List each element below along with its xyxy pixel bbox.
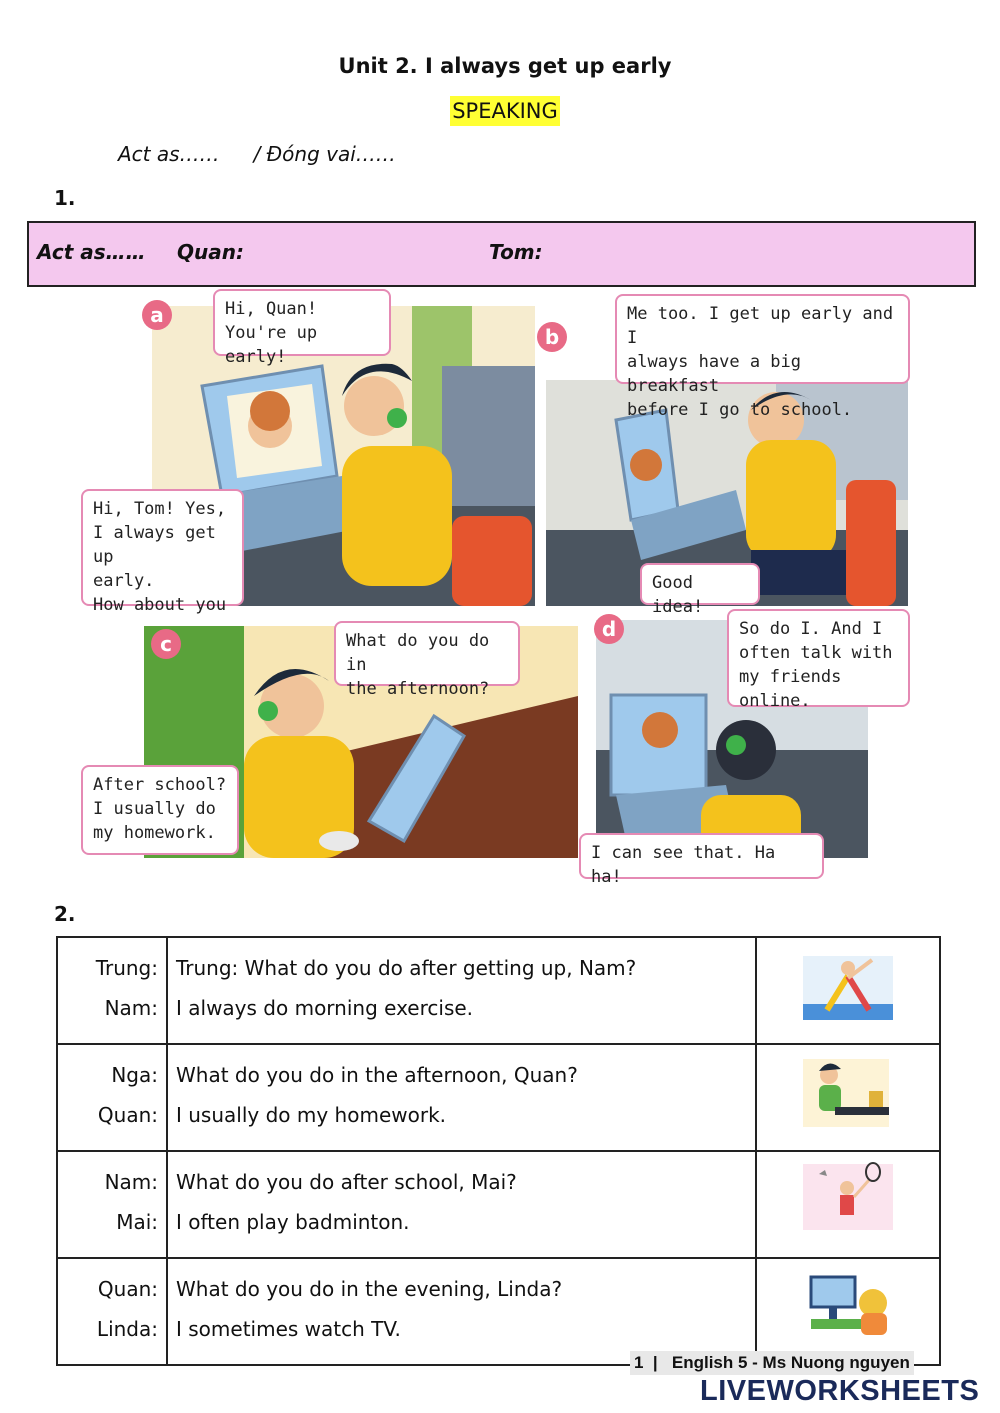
dialogue-line: I always do morning exercise.: [176, 996, 474, 1020]
instruction-en: Act as……: [118, 142, 220, 166]
speech-bubble-d1: So do I. And I often talk with my friends online.: [727, 609, 910, 707]
liveworksheets-logo: [700, 1375, 979, 1408]
role-tom: Tom:: [489, 240, 543, 264]
homework-icon: [757, 1045, 939, 1145]
role-quan: Quan:: [177, 240, 244, 264]
speech-bubble-c2: After school? I usually do my homework.: [81, 765, 239, 855]
badminton-icon: [757, 1152, 939, 1252]
morning-exercise-icon: [757, 938, 939, 1038]
table-row: [57, 937, 940, 1044]
speech-bubble-d2: I can see that. Ha ha!: [579, 833, 824, 879]
speech-bubble-b2: Good idea!: [640, 563, 760, 605]
course-credit: English 5 - Ms Nuong nguyen: [671, 1353, 910, 1372]
speaker-name: Nam:: [104, 996, 158, 1020]
dialogue-line: I often play badminton.: [176, 1210, 410, 1234]
table-row: [57, 1044, 940, 1151]
dialogue-line: Trung: What do you do after getting up, Nam?: [176, 956, 637, 980]
speech-bubble-c1: What do you do in the afternoon?: [334, 621, 520, 686]
table-row: [57, 1151, 940, 1258]
speaker-name: Nga:: [111, 1063, 158, 1087]
panel-label-a: a: [142, 300, 172, 330]
speaker-name: Quan:: [97, 1277, 158, 1301]
dialogue-table: [56, 936, 941, 1366]
dialogue-line: What do you do in the afternoon, Quan?: [176, 1063, 578, 1087]
panel-label-b: b: [537, 322, 567, 352]
dialogue-line: I sometimes watch TV.: [176, 1317, 401, 1341]
speech-bubble-a1: Hi, Quan! You're up early!: [213, 289, 391, 356]
table-row: [57, 1258, 940, 1365]
speaker-name: Mai:: [116, 1210, 158, 1234]
watch-tv-icon: [757, 1259, 939, 1359]
speaker-name: Linda:: [96, 1317, 158, 1341]
role-act-as: Act as……: [37, 240, 146, 264]
dialogue-line: I usually do my homework.: [176, 1103, 447, 1127]
panel-label-c: c: [151, 629, 181, 659]
brand-text: LIVEWORKSHEETS: [700, 1375, 980, 1407]
section-heading: SPEAKING: [450, 96, 560, 126]
dialogue-line: What do you do in the evening, Linda?: [176, 1277, 563, 1301]
speaker-name: Trung:: [95, 956, 158, 980]
page-title: Unit 2. I always get up early: [338, 54, 672, 78]
dialogue-line: What do you do after school, Mai?: [176, 1170, 517, 1194]
footer-separator: |: [652, 1353, 658, 1372]
speaker-name: Nam:: [104, 1170, 158, 1194]
role-bar: [27, 221, 976, 287]
speaker-name: Quan:: [97, 1103, 158, 1127]
speech-bubble-b1: Me too. I get up early and I always have a big breakfast before I go to school.: [615, 294, 910, 384]
part2-number: 2.: [54, 902, 76, 926]
speech-bubble-a2: Hi, Tom! Yes, I always get up early. How about you: [81, 489, 244, 606]
page-number: 1: [634, 1353, 644, 1372]
footer-credit: [630, 1351, 914, 1375]
panel-label-d: d: [594, 614, 624, 644]
part1-number: 1.: [54, 186, 76, 210]
instruction-vi: / Đóng vai……: [253, 142, 396, 166]
instruction: [118, 142, 396, 166]
